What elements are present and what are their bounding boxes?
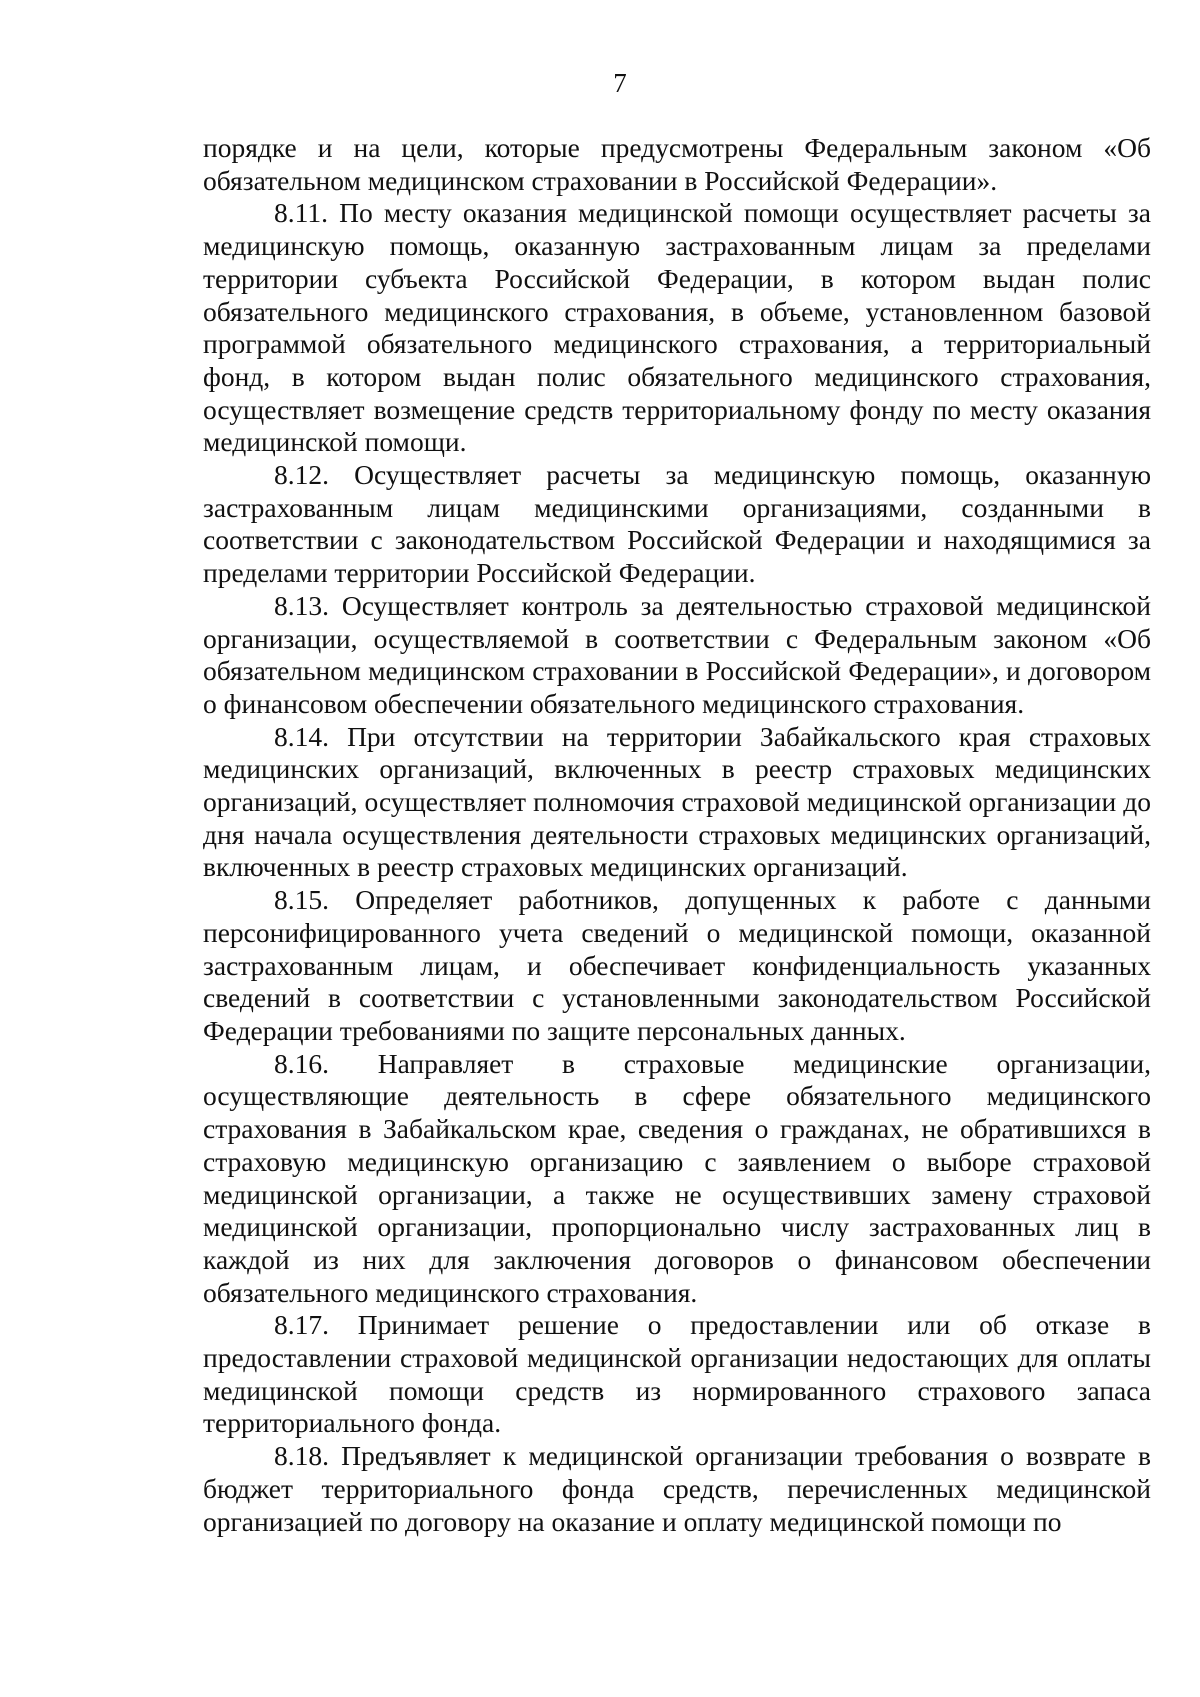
paragraph-8-13 bbox=[203, 590, 1151, 721]
page-number: 7 bbox=[613, 68, 627, 98]
paragraph-number: 8.11. bbox=[274, 197, 328, 229]
paragraph-number: 8.18. bbox=[274, 1440, 329, 1472]
paragraph-number: 8.16. bbox=[274, 1047, 329, 1079]
paragraph-8-12 bbox=[203, 459, 1151, 590]
paragraph-text: Предъявляет к медицинской организации требования о возврате в бюджет территориального фонда средств, перечисленных медицинской организацией по договору на оказание и оплату медицинской помощи по bbox=[203, 1440, 1151, 1537]
paragraph-number: 8.15. bbox=[274, 884, 329, 916]
paragraph-number: 8.14. bbox=[274, 720, 329, 752]
paragraph-text: порядке и на цели, которые предусмотрены Федеральным законом «Об обязательном медицинском страховании в Российской Федерации». bbox=[203, 132, 1151, 196]
paragraph-8-11 bbox=[203, 197, 1151, 459]
paragraph-number: 8.12. bbox=[274, 459, 329, 491]
paragraph-8-15 bbox=[203, 884, 1151, 1048]
paragraph-text: Направляет в страховые медицинские организации, осуществляющие деятельность в сфере обязательного медицинского страхования в Забайкальском крае, сведения о гражданах, не обратившихся в страховую медицинскую организацию с заявлением о выборе страховой медицинской организации, а также не осуществивших замену страховой медицинской организации, пропорционально числу застрахованных лиц в каждой из них для заключения договоров о финансовом обеспечении обязательного медицинского страхования. bbox=[203, 1047, 1151, 1308]
document-body bbox=[203, 132, 1151, 1538]
paragraph-text: Осуществляет расчеты за медицинскую помощь, оказанную застрахованным лицам медицинскими организациями, созданными в соответствии с законодательством Российской Федерации и находящимися за пределами территории Российской Федерации. bbox=[203, 459, 1152, 589]
paragraph-8-16 bbox=[203, 1048, 1151, 1310]
paragraph-number: 8.17. bbox=[274, 1309, 329, 1341]
paragraph-text: Определяет работников, допущенных к работе с данными персонифицированного учета сведений о медицинской помощи, оказанной застрахованным лицам, и обеспечивает конфиденциальность указанных сведений в соответствии с установленными законодательством Российской Федерации требованиями по защите персональных данных. bbox=[203, 884, 1151, 1046]
paragraph-text: Осуществляет контроль за деятельностью страховой медицинской организации, осуществляемой в соответствии с Федеральным законом «Об обязательном медицинском страховании в Российской Федерации», и договором о финансовом обеспечении обязательного медицинского страхования. bbox=[203, 589, 1152, 719]
paragraph-8-17 bbox=[203, 1309, 1151, 1440]
paragraph-8-14 bbox=[203, 721, 1151, 885]
paragraph-continuation bbox=[203, 132, 1151, 197]
paragraph-8-18 bbox=[203, 1440, 1151, 1538]
paragraph-text: При отсутствии на территории Забайкальского края страховых медицинских организаций, включенных в реестр страховых медицинских организаций, осуществляет полномочия страховой медицинской организации до дня начала осуществления деятельности страховых медицинских организаций, включенных в реестр страховых медицинских организаций. bbox=[203, 720, 1151, 883]
paragraph-number: 8.13. bbox=[274, 589, 329, 621]
paragraph-text: По месту оказания медицинской помощи осуществляет расчеты за медицинскую помощь, оказанную застрахованным лицам за пределами территории субъекта Российской Федерации, в котором выдан полис обязательного медицинского страхования, в объеме, установленном базовой программой обязательного медицинского страхования, а территориальный фонд, в котором выдан полис обязательного медицинского страхования, осуществляет возмещение средств территориальному фонду по месту оказания медицинской помощи. bbox=[203, 197, 1151, 458]
paragraph-text: Принимает решение о предоставлении или об отказе в предоставлении страховой медицинской организации недостающих для оплаты медицинской помощи средств из нормированного страхового запаса территориального фонда. bbox=[203, 1309, 1152, 1439]
